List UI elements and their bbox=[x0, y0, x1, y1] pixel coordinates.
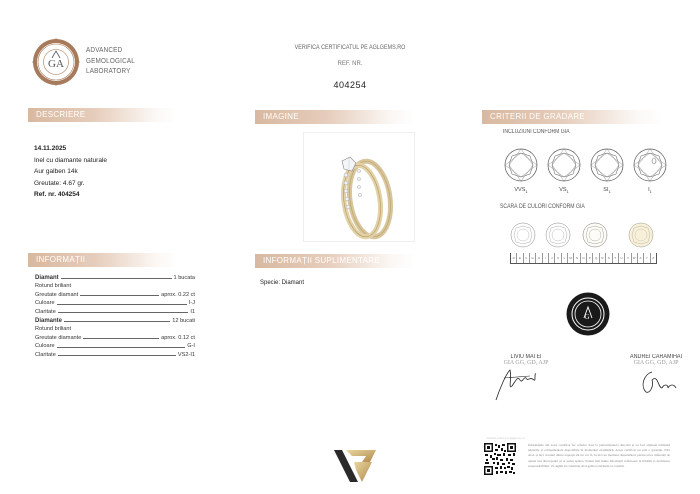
info-row bbox=[35, 289, 195, 298]
info-label: Culoare bbox=[35, 343, 55, 350]
inclusion-diagram-vs1 bbox=[547, 148, 581, 194]
scale-cell: F bbox=[524, 253, 530, 263]
info-value: aprox. 0.12 ct bbox=[161, 334, 195, 341]
item-ref: Ref. nr. 404254 bbox=[34, 191, 80, 198]
section-header-supplementary: INFORMAȚII SUPLIMENTARE bbox=[255, 254, 415, 268]
info-label: Claritate bbox=[35, 308, 56, 315]
scale-cell: P bbox=[587, 253, 593, 263]
signer-credentials: GIA GG, GD, AJP bbox=[503, 360, 549, 366]
lab-name-line: LABORATORY bbox=[86, 66, 131, 75]
color-scale-title: SCARĂ DE CULORI CONFORM GIA bbox=[500, 204, 585, 210]
signature-icon bbox=[632, 366, 682, 398]
color-diamond-m bbox=[582, 222, 608, 253]
grade-sub: 1 bbox=[566, 189, 569, 195]
leader-line bbox=[57, 304, 187, 305]
info-value: 1 bucata bbox=[173, 274, 195, 281]
svg-text:G: G bbox=[584, 313, 590, 321]
info-label: Diamante bbox=[35, 317, 63, 324]
ring-image bbox=[303, 132, 415, 242]
info-label: Claritate bbox=[35, 351, 56, 358]
scale-cell: H bbox=[536, 253, 542, 263]
info-row bbox=[35, 324, 195, 333]
certificate-date: 14.11.2025 bbox=[34, 145, 67, 152]
brand-v-logo bbox=[330, 448, 380, 484]
info-row bbox=[35, 341, 195, 350]
diamond-outline-icon bbox=[504, 148, 538, 182]
scale-cell: E bbox=[517, 253, 523, 263]
scale-cell: U bbox=[619, 253, 625, 263]
color-diamond-z bbox=[628, 222, 654, 253]
inclusions-title: INCLUZIUNI CONFORM GIA bbox=[503, 129, 570, 135]
scale-cell: G bbox=[530, 253, 536, 263]
diamond-color-icon bbox=[510, 222, 536, 248]
section-header-info: INFORMAȚII bbox=[28, 253, 178, 267]
scale-cell: R bbox=[600, 253, 606, 263]
scale-cell: S bbox=[606, 253, 612, 263]
diamond-outline-icon bbox=[547, 148, 581, 182]
leader-line bbox=[57, 347, 186, 348]
info-table bbox=[35, 272, 195, 358]
grade-label: VS bbox=[559, 187, 567, 193]
legal-disclaimer: Informațiile din acest certificat fac referire doar la piatra/bijuteria descrisă și au fost obținute utilizând tehnicile și echipamentele disponibile în momentul examinării. Acest certificat nu este o garanție. Nici AGL și nici vreunul dintre experții săi nu vor fi, în nici un moment răspunzători pentru orice diferență de opinie sau discrepanță ce ar putea apărea. Pentru mai multe informații referitoare la limitări și declinarea responsabilității, vă rugăm să consultați AGLgems.ro/termeni-si-conditii. bbox=[528, 443, 670, 468]
leader-line bbox=[64, 321, 170, 322]
lab-name bbox=[86, 45, 135, 77]
signature-icon bbox=[490, 366, 550, 402]
info-label: Greutate diamant bbox=[35, 291, 79, 298]
signer-name: LIVIU MATEI bbox=[510, 354, 542, 360]
agl-stamp-logo bbox=[566, 292, 610, 336]
scale-cell: I bbox=[543, 253, 549, 263]
leader-line bbox=[61, 278, 172, 279]
diamond-color-icon bbox=[545, 222, 571, 248]
scale-cell: Q bbox=[593, 253, 599, 263]
scale-cell: Z bbox=[652, 256, 655, 260]
info-label: Rotund briliant bbox=[35, 283, 72, 290]
scale-cell: N bbox=[574, 253, 580, 263]
signer-credentials: GIA GG, GD, AJP bbox=[633, 360, 679, 366]
color-diamond-d bbox=[510, 222, 536, 253]
info-value: aprox. 0.22 ct bbox=[161, 291, 195, 298]
diamond-outline-icon bbox=[633, 148, 667, 182]
leader-line bbox=[58, 355, 176, 356]
section-header-criteria: CRITERII DE GRADARE bbox=[482, 110, 662, 124]
scale-cell: X bbox=[638, 253, 644, 263]
color-grade-scale bbox=[510, 253, 657, 264]
grade-sub: 1 bbox=[649, 189, 652, 195]
diamond-color-icon bbox=[628, 222, 654, 248]
info-label: Greutate diamante bbox=[35, 334, 82, 341]
info-row bbox=[35, 272, 195, 281]
grade-label: SI bbox=[603, 187, 609, 193]
inclusion-diagram-vvs1 bbox=[504, 148, 538, 194]
svg-text:GA: GA bbox=[48, 58, 64, 70]
info-value: I-J bbox=[188, 300, 195, 307]
signature-block-2 bbox=[616, 354, 696, 403]
scale-cell: Y bbox=[644, 253, 650, 263]
info-label: Diamant bbox=[35, 274, 59, 281]
color-diamond-h bbox=[545, 222, 571, 253]
item-weight: Greutate: 4.67 gr. bbox=[34, 179, 85, 187]
info-label: Rotund briliant bbox=[35, 326, 72, 333]
info-row bbox=[35, 306, 195, 315]
ref-label: REF. NR. bbox=[337, 61, 363, 67]
item-description: Inel cu diamante naturale bbox=[34, 156, 107, 164]
section-header-image: IMAGINE bbox=[255, 110, 415, 124]
leader-line bbox=[80, 295, 159, 296]
info-value: I1 bbox=[190, 308, 195, 315]
description-block bbox=[34, 143, 107, 201]
inclusion-diagram-i1 bbox=[633, 148, 667, 194]
grade-label: I bbox=[648, 187, 650, 193]
lab-name-line: GEMOLOGICAL bbox=[86, 55, 135, 65]
scale-cell: D bbox=[511, 253, 517, 263]
grade-sub: 1 bbox=[525, 189, 528, 195]
inclusion-diagram-si1 bbox=[590, 148, 624, 194]
leader-line bbox=[83, 338, 159, 339]
section-header-description: DESCRIERE bbox=[28, 108, 176, 122]
info-row bbox=[35, 349, 195, 358]
scale-cell: O bbox=[581, 253, 587, 263]
species-text: Specie: Diamant bbox=[260, 280, 305, 286]
info-value: VS2-I1 bbox=[177, 351, 195, 358]
verify-link-text[interactable]: VERIFICĂ CERTIFICATUL PE AGLGEMS.RO bbox=[294, 45, 406, 51]
signer-name: ANDREI CARAMIHAI bbox=[630, 354, 682, 360]
ref-number: 404254 bbox=[333, 80, 367, 90]
scale-cell: J bbox=[549, 253, 555, 263]
leader-line bbox=[58, 312, 188, 313]
scale-cell: V bbox=[625, 253, 631, 263]
info-label: Culoare bbox=[35, 300, 55, 307]
info-row bbox=[35, 281, 195, 290]
diamond-color-icon bbox=[582, 222, 608, 248]
scale-cell: M bbox=[568, 253, 574, 263]
qr-code[interactable] bbox=[484, 443, 516, 475]
info-row bbox=[35, 315, 195, 324]
info-value: G-I bbox=[187, 343, 195, 350]
info-row bbox=[35, 332, 195, 341]
item-metal: Aur galben 14k bbox=[34, 168, 78, 175]
grade-sub: 1 bbox=[608, 189, 611, 195]
scale-cell: W bbox=[632, 253, 638, 263]
info-row bbox=[35, 298, 195, 307]
lab-name-line: ADVANCED bbox=[86, 45, 123, 54]
qr-caption: Verifică online pe aglgems.ro bbox=[486, 436, 525, 440]
agl-seal-logo bbox=[32, 38, 80, 86]
scale-cell: L bbox=[562, 253, 568, 263]
info-value: 12 bucati bbox=[172, 317, 195, 324]
grade-label: VVS bbox=[514, 187, 526, 193]
signature-block-1 bbox=[486, 354, 566, 407]
diamond-outline-icon bbox=[590, 148, 624, 182]
scale-cell: T bbox=[613, 253, 619, 263]
scale-cell: K bbox=[555, 253, 561, 263]
